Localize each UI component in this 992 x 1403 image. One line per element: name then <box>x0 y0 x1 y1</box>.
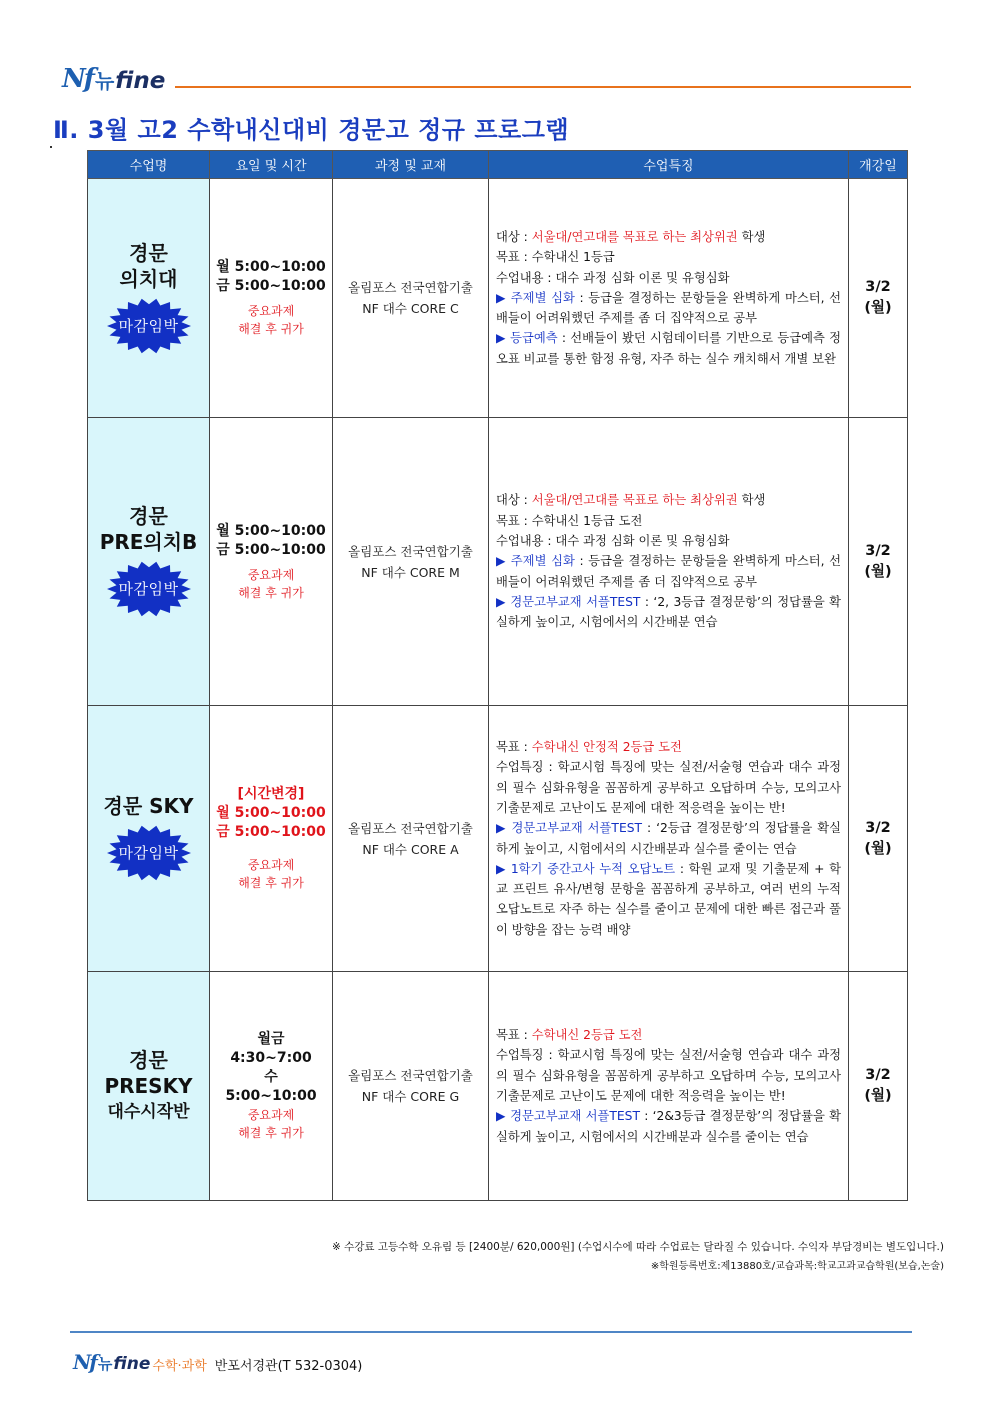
start-day: (월) <box>864 300 892 316</box>
footer-divider <box>70 1331 912 1333</box>
course-line: NF 대수 CORE M <box>361 564 460 580</box>
schedule-line: 월금 <box>257 1031 285 1047</box>
feature-point: ▶ 주제별 심화 : 등급을 결정하는 문항들을 완벽하게 마스터, 선배들이 어려워했던 주제를 좀 더 집약적으로 공부 <box>496 554 841 589</box>
start-date: 3/2 <box>865 819 891 836</box>
logo-mark: Nf <box>62 64 93 94</box>
tuition-footnote: ※ 수강료 고등수학 오유림 등 [2400분/ 620,000원] (수업시수에 따라 수업료는 달라질 수 있습니다. 수익자 부담경비는 별도입니다.) <box>331 1241 944 1253</box>
homework-note: 해결 후 귀가 <box>238 585 304 600</box>
header-divider <box>175 86 911 88</box>
class-name-line: 경문 <box>129 504 168 528</box>
homework-note: 중요과제 <box>247 304 295 318</box>
class-name-line: PRE의치B <box>99 530 198 554</box>
course-line: NF 대수 CORE C <box>362 301 459 316</box>
feature-content: 수업내용 : 대수 과정 심화 이론 및 유형심화 <box>496 270 730 285</box>
feature-content: 수업특징 : 학교시험 특징에 맞는 실전/서술형 연습과 대수 과정의 필수 심화유형을 꼼꼼하게 공부하고 오답하며 수능, 모의고사 기출문제로 고난이도 문제에 대한 적응력을 높이는 반! <box>496 1048 841 1103</box>
deadline-badge: 마감임박 <box>106 561 192 617</box>
program-table <box>87 150 908 1201</box>
stray-dot <box>50 146 52 148</box>
logo-korean: 뉴 <box>94 69 115 93</box>
feature-point: ▶ 주제별 심화 : 등급을 결정하는 문항들을 완벽하게 마스터, 선배들이 어려워했던 주제를 좀 더 집약적으로 공부 <box>496 290 841 326</box>
start-date-cell <box>849 972 908 1201</box>
course-line: 올림포스 전국연합기출 <box>348 1068 473 1083</box>
course-cell <box>333 179 489 418</box>
brand-logo <box>62 62 165 94</box>
feature-point: ▶ 경문고부교재 서플TEST : ‘2&3등급 결정문항’의 정답률을 확실하게 높이고, 시험에서의 시간배분과 실수를 줄이는 연습 <box>496 1109 841 1144</box>
homework-note: 중요과제 <box>247 858 295 872</box>
feature-content: 수업특징 : 학교시험 특징에 맞는 실전/서술형 연습과 대수 과정의 필수 심화유형을 꼼꼼하게 공부하고 오답하며 수능, 모의고사 기출문제로 고난이도 문제에 대한 적응력을 높이는 반! <box>496 760 841 815</box>
start-date: 3/2 <box>865 542 891 559</box>
homework-note: 해결 후 귀가 <box>238 322 304 336</box>
feature-target: 대상 : 서울대/연고대를 목표로 하는 최상위권 학생 <box>496 229 766 244</box>
footer-logo-english: fine <box>113 1354 151 1374</box>
class-name-line: PRESKY <box>104 1074 193 1098</box>
course-cell <box>333 706 489 972</box>
footer-brand <box>73 1350 362 1374</box>
start-day: (월) <box>864 563 892 580</box>
course-line: NF 대수 CORE A <box>362 841 459 857</box>
feature-point: ▶ 경문고부교재 서플TEST : ‘2등급 결정문항’의 정답률을 확실하게 높이고, 시험에서의 시간배분과 실수를 줄이는 연습 <box>496 821 841 856</box>
schedule-cell <box>210 972 333 1201</box>
feature-content: 수업내용 : 대수 과정 심화 이론 및 유형심화 <box>496 534 730 549</box>
header-features: 수업특징 <box>489 151 849 179</box>
schedule-line: 5:00~10:00 <box>225 1088 317 1104</box>
feature-point: ▶ 1학기 중간고사 누적 오답노트 : 학원 교재 및 기출문제 + 학교 프린트 유사/변형 문항을 꼼꼼하게 공부하고, 여러 번의 누적 오답노트로 자주 하는 실수를 줄이고 문제에 대한 빠른 접근과 풀이 방향을 잡는 능력 배양 <box>496 861 841 937</box>
logo-english: fine <box>115 68 166 94</box>
course-cell <box>333 418 489 706</box>
class-name-cell <box>88 179 210 418</box>
start-date: 3/2 <box>865 279 891 295</box>
feature-point: ▶ 경문고부교재 서플TEST : ‘2, 3등급 결정문항’의 정답률을 확실하게 높이고, 시험에서의 시간배분 연습 <box>496 594 842 630</box>
feature-goal: 목표 : 수학내신 2등급 도전 <box>496 1028 643 1043</box>
course-line: 올림포스 전국연합기출 <box>348 820 473 836</box>
class-name-cell <box>88 706 210 972</box>
feature-point: ▶ 등급예측 : 선배들이 봤던 시험데이터를 기반으로 등급예측 정오표 비교를 통한 함정 유형, 자주 하는 실수 캐치해서 개별 보완 <box>496 331 841 366</box>
course-line: 올림포스 전국연합기출 <box>348 280 473 295</box>
class-name-line: 의치대 <box>119 266 178 291</box>
feature-goal: 목표 : 수학내신 1등급 도전 <box>496 513 643 528</box>
features-cell <box>489 179 849 418</box>
class-name-line: 경문 SKY <box>103 794 194 818</box>
features-cell <box>489 972 849 1201</box>
page-title: Ⅱ. 3월 고2 수학내신대비 경문고 정규 프로그램 <box>53 116 570 144</box>
class-name-line: 경문 <box>129 240 168 265</box>
start-date-cell <box>849 706 908 972</box>
feature-goal: 목표 : 수학내신 안정적 2등급 도전 <box>496 740 682 755</box>
homework-note: 중요과제 <box>247 1108 295 1122</box>
footer-logo-korean: 뉴 <box>97 1355 113 1373</box>
start-date-cell <box>849 418 908 706</box>
schedule-line: 수 <box>264 1069 278 1085</box>
course-line: 올림포스 전국연합기출 <box>348 543 473 559</box>
table-header-row <box>88 151 908 179</box>
deadline-badge: 마감임박 <box>106 298 192 354</box>
feature-target: 대상 : 서울대/연고대를 목표로 하는 최상위권 학생 <box>496 493 766 508</box>
schedule-cell <box>210 706 333 972</box>
schedule-line: 월 5:00~10:00 <box>216 805 326 821</box>
feature-goal: 목표 : 수학내신 1등급 <box>496 250 615 265</box>
course-line: NF 대수 CORE G <box>361 1089 460 1104</box>
header-schedule: 요일 및 시간 <box>210 151 333 179</box>
table-row <box>88 418 908 706</box>
class-name-line: 경문 <box>129 1048 168 1072</box>
start-date-cell <box>849 179 908 418</box>
features-cell <box>489 418 849 706</box>
registration-footnote: ※학원등록번호:제13880호/교습과목:학교고과교습학원(보습,논술) <box>650 1261 944 1272</box>
table-row <box>88 972 908 1201</box>
schedule-cell <box>210 179 333 418</box>
table-row <box>88 179 908 418</box>
class-name-line: 대수시작반 <box>107 1102 190 1122</box>
footer-logo-mark: Nf <box>73 1350 96 1374</box>
schedule-line: 금 5:00~10:00 <box>216 824 326 840</box>
schedule-line: 월 5:00~10:00 <box>216 259 326 275</box>
course-cell <box>333 972 489 1201</box>
schedule-line: 월 5:00~10:00 <box>216 522 326 539</box>
features-cell <box>489 706 849 972</box>
time-change-notice: [시간변경] <box>237 786 305 802</box>
header-start-date: 개강일 <box>849 151 908 179</box>
header-course: 과정 및 교재 <box>333 151 489 179</box>
schedule-line: 금 5:00~10:00 <box>216 278 326 294</box>
homework-note: 해결 후 귀가 <box>238 876 304 890</box>
start-date: 3/2 <box>865 1067 891 1083</box>
header-class-name: 수업명 <box>88 151 210 179</box>
class-name-cell <box>88 972 210 1201</box>
homework-note: 중요과제 <box>247 567 295 582</box>
start-day: (월) <box>864 840 892 857</box>
start-day: (월) <box>864 1088 892 1104</box>
class-name-cell <box>88 418 210 706</box>
schedule-cell <box>210 418 333 706</box>
footer-subject: 수학·과학 <box>152 1359 207 1374</box>
footer-branch: 반포서경관(T 532-0304) <box>214 1359 363 1374</box>
schedule-line: 4:30~7:00 <box>230 1050 312 1066</box>
deadline-badge: 마감임박 <box>106 825 192 881</box>
schedule-line: 금 5:00~10:00 <box>216 541 326 558</box>
homework-note: 해결 후 귀가 <box>238 1126 304 1140</box>
table-row <box>88 706 908 972</box>
